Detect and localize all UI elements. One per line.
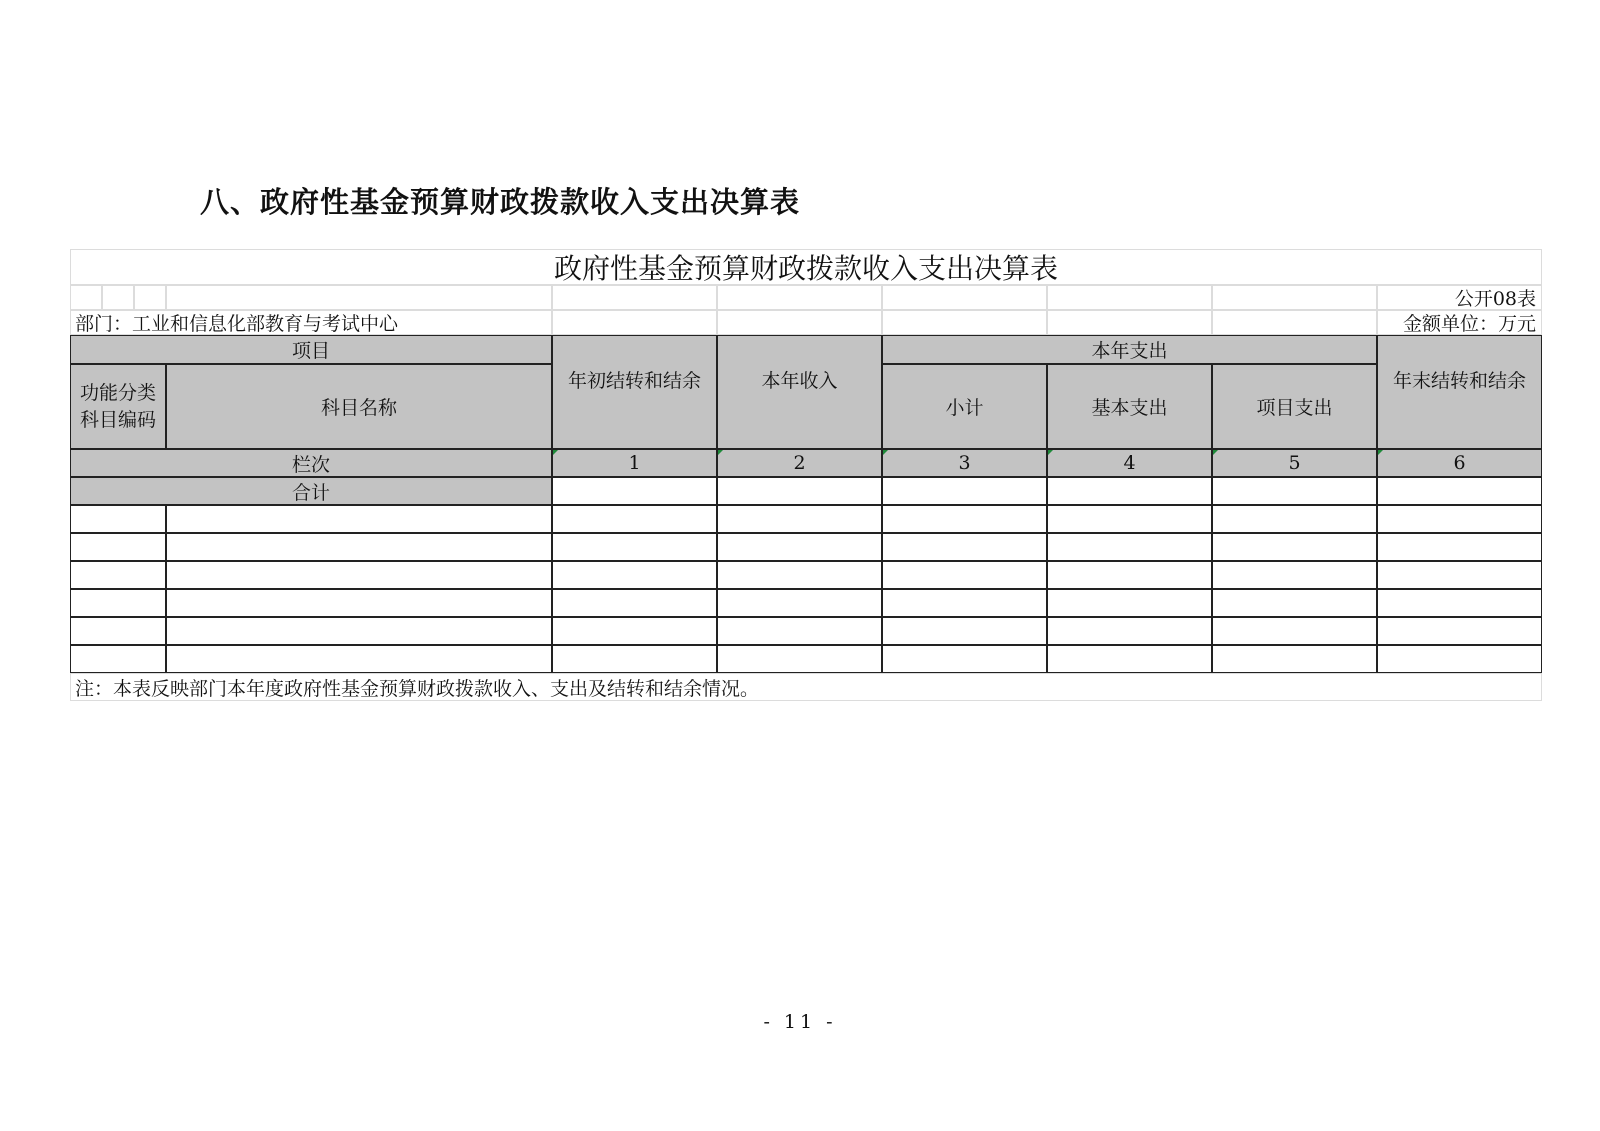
table-cell: [70, 561, 166, 589]
column-number: 4: [1047, 449, 1212, 477]
total-cell: [717, 477, 882, 505]
table-cell: [717, 617, 882, 645]
table-cell: [1047, 505, 1212, 533]
column-number: 2: [717, 449, 882, 477]
table-cell: [882, 505, 1047, 533]
table-cell: [552, 533, 717, 561]
table-cell: [1377, 561, 1542, 589]
header-basic-expense: 基本支出: [1047, 364, 1212, 449]
table-cell: [882, 533, 1047, 561]
header-func-code: [70, 364, 166, 449]
table-cell: [166, 589, 552, 617]
header-closing-balance: 年末结转和结余: [1377, 335, 1542, 449]
grid-cell: [552, 285, 717, 310]
table-cell: [552, 617, 717, 645]
header-subtotal: 小计: [882, 364, 1047, 449]
table-cell: [882, 589, 1047, 617]
grid-cell: [882, 285, 1047, 310]
table-cell: [717, 533, 882, 561]
header-current-expense: 本年支出: [882, 335, 1377, 364]
header-current-income: 本年收入: [717, 335, 882, 449]
header-item: 项目: [70, 335, 552, 364]
total-cell: [1377, 477, 1542, 505]
total-cell: [1212, 477, 1377, 505]
column-number: 5: [1212, 449, 1377, 477]
header-subject-name: 科目名称: [166, 364, 552, 449]
total-cell: [1047, 477, 1212, 505]
table-cell: [1377, 617, 1542, 645]
table-note: 注：本表反映部门本年度政府性基金预算财政拨款收入、支出及结转和结余情况。: [70, 673, 1542, 701]
column-row-label: 栏次: [70, 449, 552, 477]
column-number: 1: [552, 449, 717, 477]
table-cell: [70, 505, 166, 533]
total-row-label: 合计: [70, 477, 552, 505]
grid-cell: [717, 285, 882, 310]
table-cell: [166, 645, 552, 673]
table-cell: [717, 645, 882, 673]
table-cell: [882, 645, 1047, 673]
table-cell: [717, 505, 882, 533]
grid-cell: [102, 285, 134, 310]
table-cell: [166, 617, 552, 645]
table-cell: [552, 589, 717, 617]
unit-label: 金额单位：万元: [1377, 310, 1542, 335]
grid-cell: [882, 310, 1047, 335]
table-cell: [717, 589, 882, 617]
table-cell: [1377, 645, 1542, 673]
header-opening-balance: 年初结转和结余: [552, 335, 717, 449]
table-cell: [1047, 645, 1212, 673]
table-cell: [1212, 561, 1377, 589]
table-cell: [166, 533, 552, 561]
grid-cell: [1212, 285, 1377, 310]
table-cell: [552, 505, 717, 533]
column-number: 6: [1377, 449, 1542, 477]
grid-cell: [70, 285, 102, 310]
table-cell: [1212, 617, 1377, 645]
table-cell: [552, 561, 717, 589]
grid-cell: [166, 285, 552, 310]
table-cell: [1377, 533, 1542, 561]
total-cell: [552, 477, 717, 505]
table-cell: [1212, 505, 1377, 533]
table-cell: [1047, 561, 1212, 589]
table-cell: [166, 561, 552, 589]
header-project-expense: 项目支出: [1212, 364, 1377, 449]
page-heading: 八、政府性基金预算财政拨款收入支出决算表: [200, 185, 801, 219]
table-cell: [1212, 645, 1377, 673]
department-label: 部门：工业和信息化部教育与考试中心: [70, 310, 552, 335]
table-cell: [70, 645, 166, 673]
fund-budget-table: [70, 249, 1542, 709]
grid-cell: [1047, 310, 1212, 335]
grid-cell: [552, 310, 717, 335]
page-number: - 11 -: [763, 1011, 837, 1033]
table-cell: [1377, 589, 1542, 617]
table-cell: [1212, 533, 1377, 561]
table-cell: [70, 617, 166, 645]
total-cell: [882, 477, 1047, 505]
table-cell: [882, 617, 1047, 645]
grid-cell: [1047, 285, 1212, 310]
table-title: 政府性基金预算财政拨款收入支出决算表: [70, 249, 1542, 285]
table-cell: [1047, 533, 1212, 561]
table-cell: [70, 533, 166, 561]
table-cell: [70, 589, 166, 617]
form-code: 公开08表: [1377, 285, 1542, 310]
table-cell: [717, 561, 882, 589]
table-cell: [882, 561, 1047, 589]
header-func-code-line2: 科目编码: [79, 408, 156, 431]
header-func-code-line1: 功能分类: [79, 381, 156, 404]
grid-cell: [134, 285, 166, 310]
grid-cell: [717, 310, 882, 335]
column-number: 3: [882, 449, 1047, 477]
table-cell: [552, 645, 717, 673]
grid-cell: [1212, 310, 1377, 335]
table-cell: [1377, 505, 1542, 533]
table-cell: [1212, 589, 1377, 617]
table-cell: [166, 505, 552, 533]
table-cell: [1047, 589, 1212, 617]
table-cell: [1047, 617, 1212, 645]
